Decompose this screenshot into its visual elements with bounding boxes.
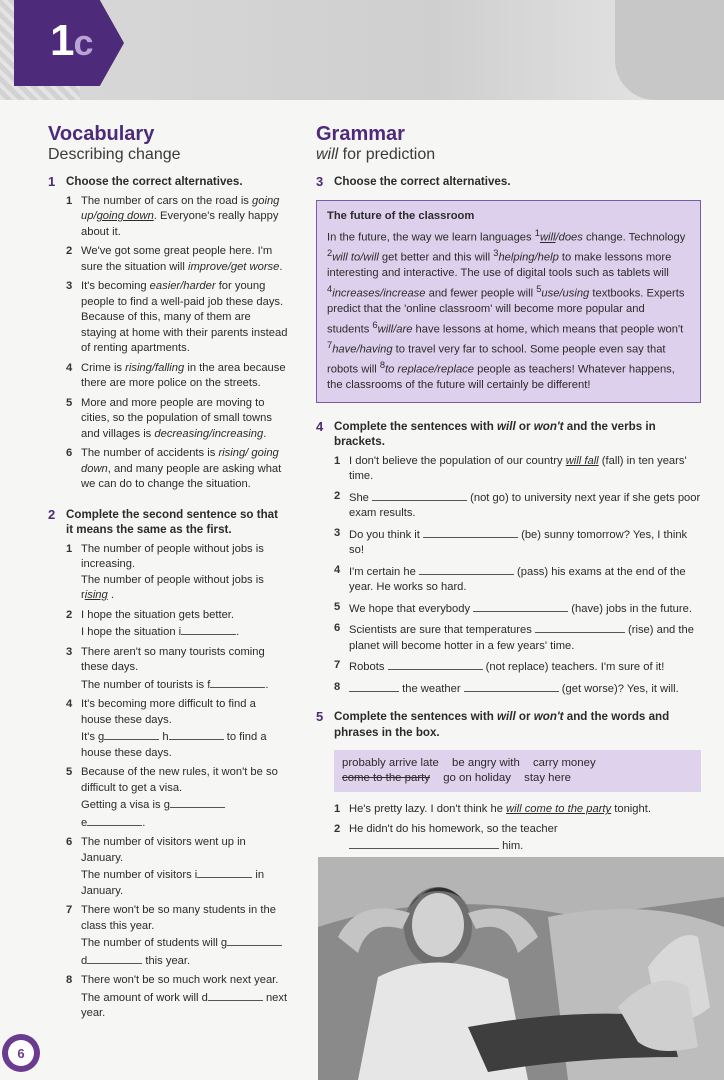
answer-gap[interactable] — [87, 814, 142, 826]
list-item: 5 We hope that everybody (have) jobs in the future. — [334, 600, 692, 615]
vocabulary-column — [48, 123, 288, 1026]
unit-label: 1c — [50, 16, 93, 65]
answer-gap[interactable] — [87, 952, 142, 964]
phrase-box — [334, 750, 701, 792]
list-item: 4 I'm certain he (pass) his exams at the end of the year. He works so hard. — [334, 563, 686, 594]
exercise-3-heading: 3 Choose the correct alternatives. — [316, 174, 511, 189]
list-item: 4 Crime is rising/falling in the area because there are more police on the streets. — [66, 361, 286, 389]
list-item: 8 There won't be so much work next year. The amount of work will d next year. — [66, 974, 288, 1019]
list-item: 7 There won't be so many students in the class this year. The number of students will g d this year. — [66, 903, 288, 969]
list-item: 7 Robots (not replace) teachers. I'm sure of it! — [334, 659, 665, 674]
answer-gap[interactable]: will fall — [565, 454, 599, 467]
list-item: 1 The number of people without jobs is increasing. The number of people without jobs is rising . — [66, 542, 264, 601]
answer-gap[interactable] — [372, 489, 467, 501]
phrase-item: go on holiday — [443, 772, 511, 785]
answer-gap[interactable] — [104, 728, 159, 740]
list-item: 2 We've got some great people here. I'm sure the situation will improve/get worse. — [66, 245, 283, 273]
reading-text-box — [316, 200, 701, 403]
answer-gap[interactable] — [208, 989, 263, 1001]
exercise-5-heading: 5 Complete the sentences with will or won't and the words and phrases in the box. — [316, 709, 670, 739]
answer-gap[interactable]: will come to the party — [506, 803, 612, 816]
answer-gap[interactable] — [419, 563, 514, 575]
list-item: 3 It's becoming easier/harder for young people to find a well-paid job these days. Because of this, many of them are staying at home with their parents instead of renting apartments. — [66, 280, 288, 354]
phrase-item-used: come to the party — [342, 772, 431, 785]
list-item: 8 the weather (get worse)? Yes, it will. — [334, 680, 679, 695]
page-number: 6 — [8, 1040, 34, 1066]
list-item: 4 It's becoming more difficult to find a house these days. It's g h to find a house these days. — [66, 698, 267, 759]
page-header — [0, 0, 724, 100]
phrase-item: probably arrive late — [342, 757, 439, 770]
header-photo-edge — [615, 0, 724, 100]
list-item: 2 He didn't do his homework, so the teacher him. — [334, 822, 558, 853]
exercise-2-heading: 2 Complete the second sentence so that it means the same as the first. — [48, 506, 278, 536]
page-number-badge — [2, 1034, 40, 1072]
answer-gap[interactable] — [169, 728, 224, 740]
answer-gap[interactable] — [349, 680, 399, 692]
vocabulary-title: Vocabulary — [48, 123, 155, 145]
phrase-item: stay here — [524, 772, 571, 785]
list-item: 1 I don't believe the population of our country will fall (fall) in ten years' time. — [334, 454, 687, 483]
reading-body: In the future, the way we learn languages $^1$will/does change. Technology $^2$will to/will get better and this will $^3$helping/help to make lessons more interesting and interactive. The use of digital tools such as tablets will $^4$increases/increase and fewer people will $^5$use/using textbooks. Experts predict that the 'online classroom' will become more popular and students $^6$will/are have lessons at home, which means that people won't $^7$have/having to travel very far to school. Some people even say that robots will $^8$to replace/replace people as teachers! Whatever happens, the classrooms of the future will certainly be different! — [327, 228, 686, 392]
list-item: 1 The number of cars on the road is going up/going down. Everyone's really happy about it. — [66, 194, 280, 238]
vocabulary-subtitle: Describing change — [48, 145, 181, 163]
answer-gap[interactable] — [227, 934, 282, 946]
answer-gap[interactable] — [388, 658, 483, 670]
list-item: 3 Do you think it (be) sunny tomorrow? Yes, I think so! — [334, 526, 688, 557]
answer-gap[interactable] — [473, 600, 568, 612]
list-item: 1 He's pretty lazy. I don't think he will come to the party tonight. — [334, 803, 651, 816]
exercise-4-heading: 4 Complete the sentences with will or won't and the verbs in brackets. — [316, 418, 656, 449]
phrase-item: be angry with — [452, 757, 520, 770]
answer-gap[interactable] — [423, 526, 518, 538]
exercise-1-heading: 1 Choose the correct alternatives. — [48, 174, 243, 189]
phrase-item: carry money — [532, 757, 596, 770]
photo-relaxed-man — [318, 857, 724, 1080]
answer-gap[interactable] — [170, 796, 225, 808]
answer-gap[interactable] — [181, 623, 236, 635]
list-item: 3 There aren't so many tourists coming these days. The number of tourists is f . — [66, 645, 269, 691]
list-item: 2 She (not go) to university next year if she gets poor exam results. — [334, 489, 701, 520]
list-item: 5 Because of the new rules, it won't be so difficult to get a visa. Getting a visa is g e . — [66, 766, 278, 829]
list-item: 6 The number of accidents is rising/ going down, and many people are asking what we can do to change the situation. — [66, 447, 282, 490]
answer-gap[interactable] — [197, 866, 252, 878]
photo-illustration — [318, 857, 724, 1080]
list-item: 5 More and more people are moving to cities, so the population of small towns and villages is decreasing/increasing. — [66, 396, 272, 440]
list-item: 6 The number of visitors went up in January. The number of visitors i in January. — [66, 836, 265, 897]
list-item: 2 I hope the situation gets better. I hope the situation i . — [66, 608, 240, 638]
answer-gap[interactable]: ising — [84, 589, 108, 601]
answer-gap[interactable] — [464, 680, 559, 692]
grammar-column — [316, 123, 701, 976]
answer-gap[interactable] — [349, 837, 499, 849]
answer-gap[interactable] — [535, 621, 625, 633]
list-item: 6 Scientists are sure that temperatures (rise) and the planet will become hotter in a few years' time. — [334, 622, 694, 652]
answer-gap[interactable] — [210, 676, 265, 688]
grammar-title: Grammar — [316, 123, 405, 145]
grammar-subtitle: will for prediction — [316, 145, 436, 163]
reading-title: The future of the classroom — [327, 209, 475, 222]
